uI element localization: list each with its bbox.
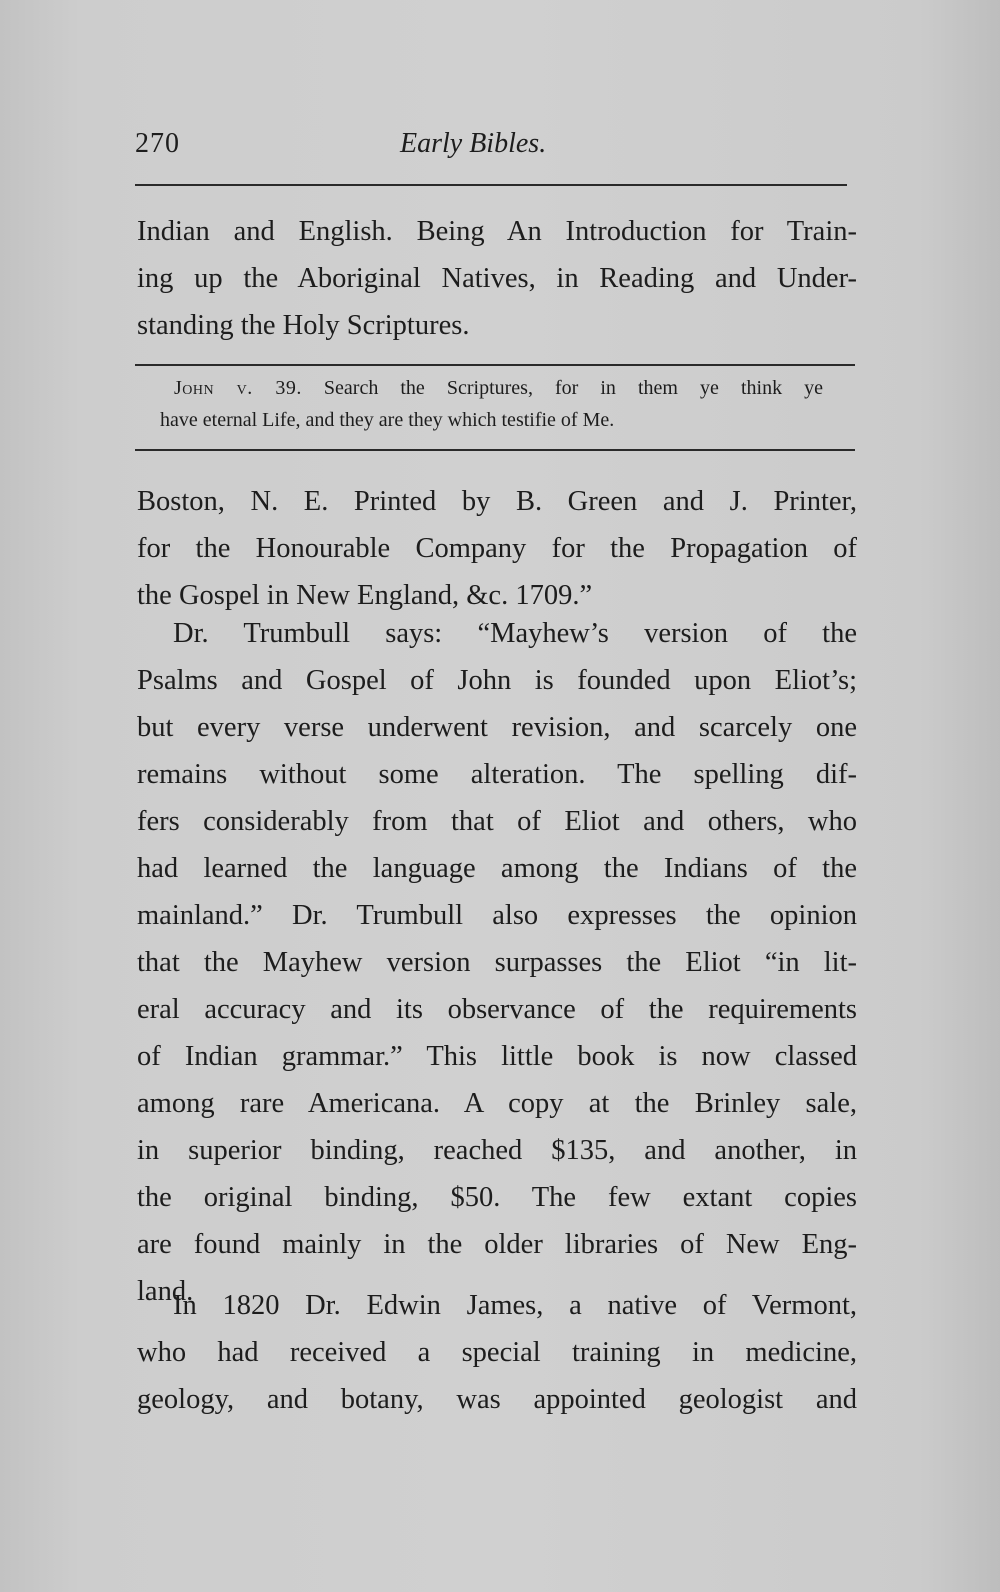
title-line: standing the Holy Scriptures.: [137, 310, 470, 341]
running-head: [135, 128, 845, 168]
imprint-line: Boston, N. E. Printed by B. Green and J. Printer,: [137, 486, 857, 517]
epigraph-rule-top: [135, 364, 855, 366]
epigraph-rule-bottom: [135, 449, 855, 451]
epigraph-line-2: have eternal Life, and they are they which testifie of Me.: [160, 409, 615, 431]
imprint-line: the Gospel in New England, &c. 1709.”: [137, 580, 593, 611]
paragraph-line: Psalms and Gospel of John is founded upon Eliot’s;: [137, 665, 857, 696]
paragraph-line: among rare Americana. A copy at the Brinley sale,: [137, 1088, 857, 1119]
paragraph-line: land.: [137, 1276, 194, 1307]
paragraph-line: remains without some alteration. The spelling dif-: [137, 759, 857, 790]
title-line: ing up the Aboriginal Natives, in Reading and Under-: [137, 263, 857, 294]
title-line: Indian and English. Being An Introduction for Train-: [137, 216, 857, 247]
paragraph-line: of Indian grammar.” This little book is now classed: [137, 1041, 857, 1072]
running-title: Early Bibles.: [400, 128, 547, 159]
paragraph-line: who had received a special training in medicine,: [137, 1337, 857, 1368]
imprint: [137, 478, 857, 619]
epigraph-text: Search the Scriptures, for in them ye think ye: [323, 377, 824, 399]
paragraph-line: Dr. Trumbull says: “Mayhew’s version of the: [173, 618, 857, 649]
paragraph-line: In 1820 Dr. Edwin James, a native of Vermont,: [173, 1290, 857, 1321]
paragraph-trumbull: [137, 610, 857, 1315]
title-text: [137, 208, 857, 349]
paragraph-line: fers considerably from that of Eliot and others, who: [137, 806, 857, 837]
paragraph-line: geology, and botany, was appointed geologist and: [137, 1384, 857, 1415]
epigraph: [160, 372, 823, 436]
paragraph-line: had learned the language among the Indians of the: [137, 853, 857, 884]
epigraph-line-1: [160, 372, 823, 404]
paragraph-james: [137, 1282, 857, 1423]
paragraph-line: mainland.” Dr. Trumbull also expresses the opinion: [137, 900, 857, 931]
paragraph-line: in superior binding, reached $135, and another, in: [137, 1135, 857, 1166]
page-number: 270: [135, 128, 180, 159]
paragraph-line: the original binding, $50. The few extant copies: [137, 1182, 857, 1213]
paragraph-line: are found mainly in the older libraries of New Eng-: [137, 1229, 857, 1260]
header-rule: [135, 184, 847, 186]
paragraph-line: that the Mayhew version surpasses the Eliot “in lit-: [137, 947, 857, 978]
paragraph-line: but every verse underwent revision, and scarcely one: [137, 712, 857, 743]
imprint-line: for the Honourable Company for the Propagation of: [137, 533, 857, 564]
epigraph-reference: John v. 39.: [174, 377, 302, 399]
paragraph-line: eral accuracy and its observance of the requirements: [137, 994, 857, 1025]
